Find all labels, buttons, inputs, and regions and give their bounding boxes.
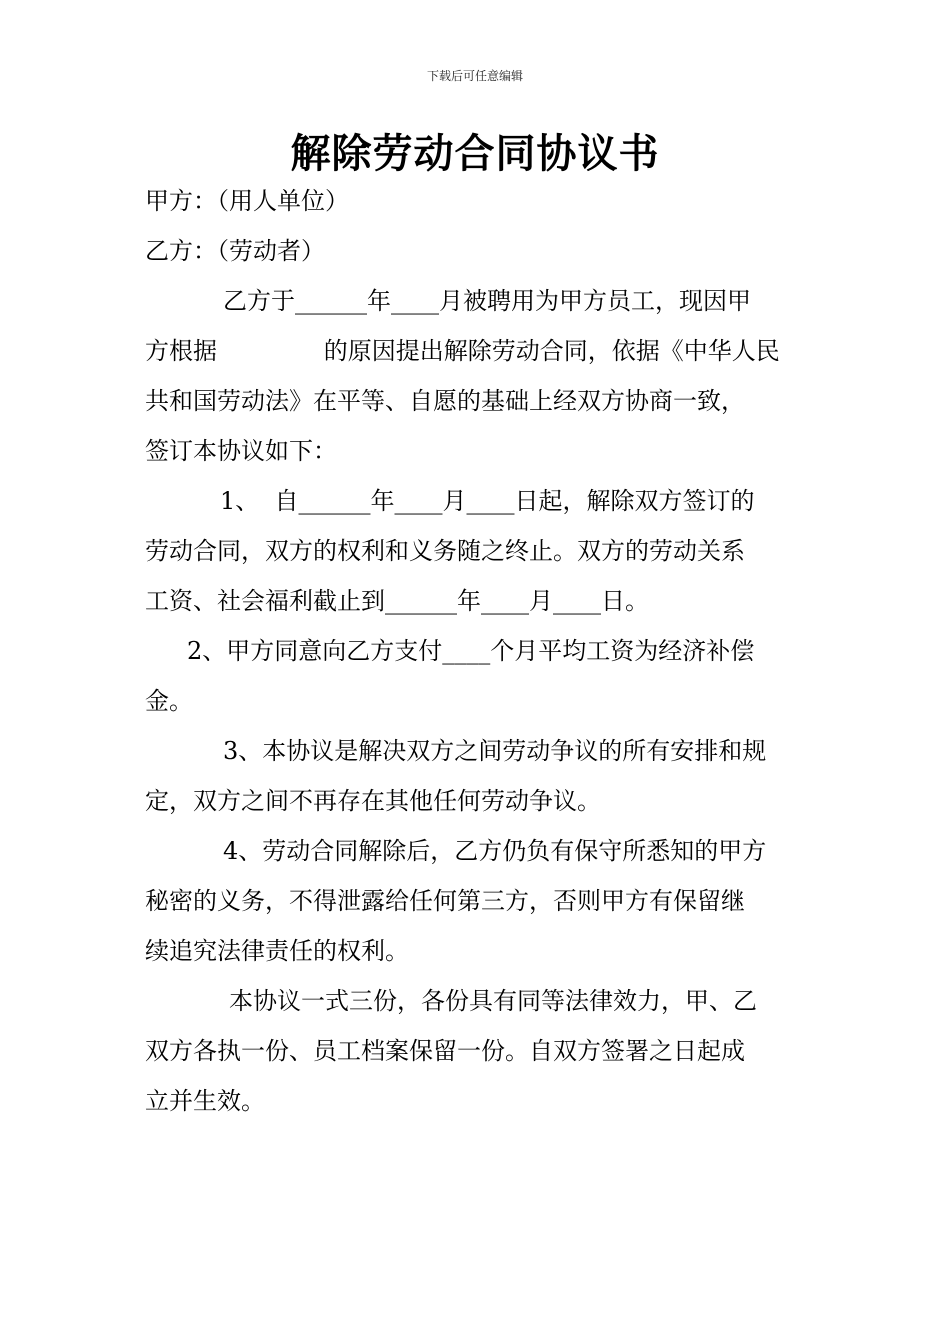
clause-2-line-1: 2、甲方同意向乙方支付____个月平均工资为经济补偿: [187, 637, 755, 665]
closing-line-1: 本协议一式三份，各份具有同等法律效力，甲、乙: [229, 987, 757, 1015]
closing-line-3: 立并生效。: [145, 1087, 265, 1115]
party-a-line: 甲方：（用人单位）: [145, 187, 349, 215]
party-b-line: 乙方：（劳动者）: [145, 237, 325, 265]
intro-line-3: 共和国劳动法》在平等、自愿的基础上经双方协商一致，: [145, 387, 745, 415]
clause-4-line-1: 4、劳动合同解除后，乙方仍负有保守所悉知的甲方: [223, 837, 767, 865]
clause-4-line-3: 续追究法律责任的权利。: [145, 937, 409, 965]
clause-1-line-2: 劳动合同，双方的权利和义务随之终止。双方的劳动关系: [145, 537, 745, 565]
intro-line-2: 方根据 的原因提出解除劳动合同，依据《中华人民: [145, 337, 780, 365]
intro-line-4: 签订本协议如下：: [145, 437, 337, 465]
clause-4-line-2: 秘密的义务，不得泄露给任何第三方，否则甲方有保留继: [145, 887, 745, 915]
closing-line-2: 双方各执一份、员工档案保留一份。自双方签署之日起成: [145, 1037, 745, 1065]
clause-1-line-3: 工资、社会福利截止到______年____月____日。: [145, 587, 649, 615]
clause-3-line-2: 定，双方之间不再存在其他任何劳动争议。: [145, 787, 601, 815]
intro-line-1: 乙方于______年____月被聘用为甲方员工，现因甲: [223, 287, 751, 315]
clause-2-line-2: 金。: [145, 687, 193, 715]
document-title: 解除劳动合同协议书: [290, 130, 660, 177]
clause-1-line-1: 1、 自______年____月____日起，解除双方签订的: [220, 487, 755, 515]
clause-3-line-1: 3、本协议是解决双方之间劳动争议的所有安排和规: [223, 737, 767, 765]
header-note: 下载后可任意编辑: [426, 69, 523, 83]
